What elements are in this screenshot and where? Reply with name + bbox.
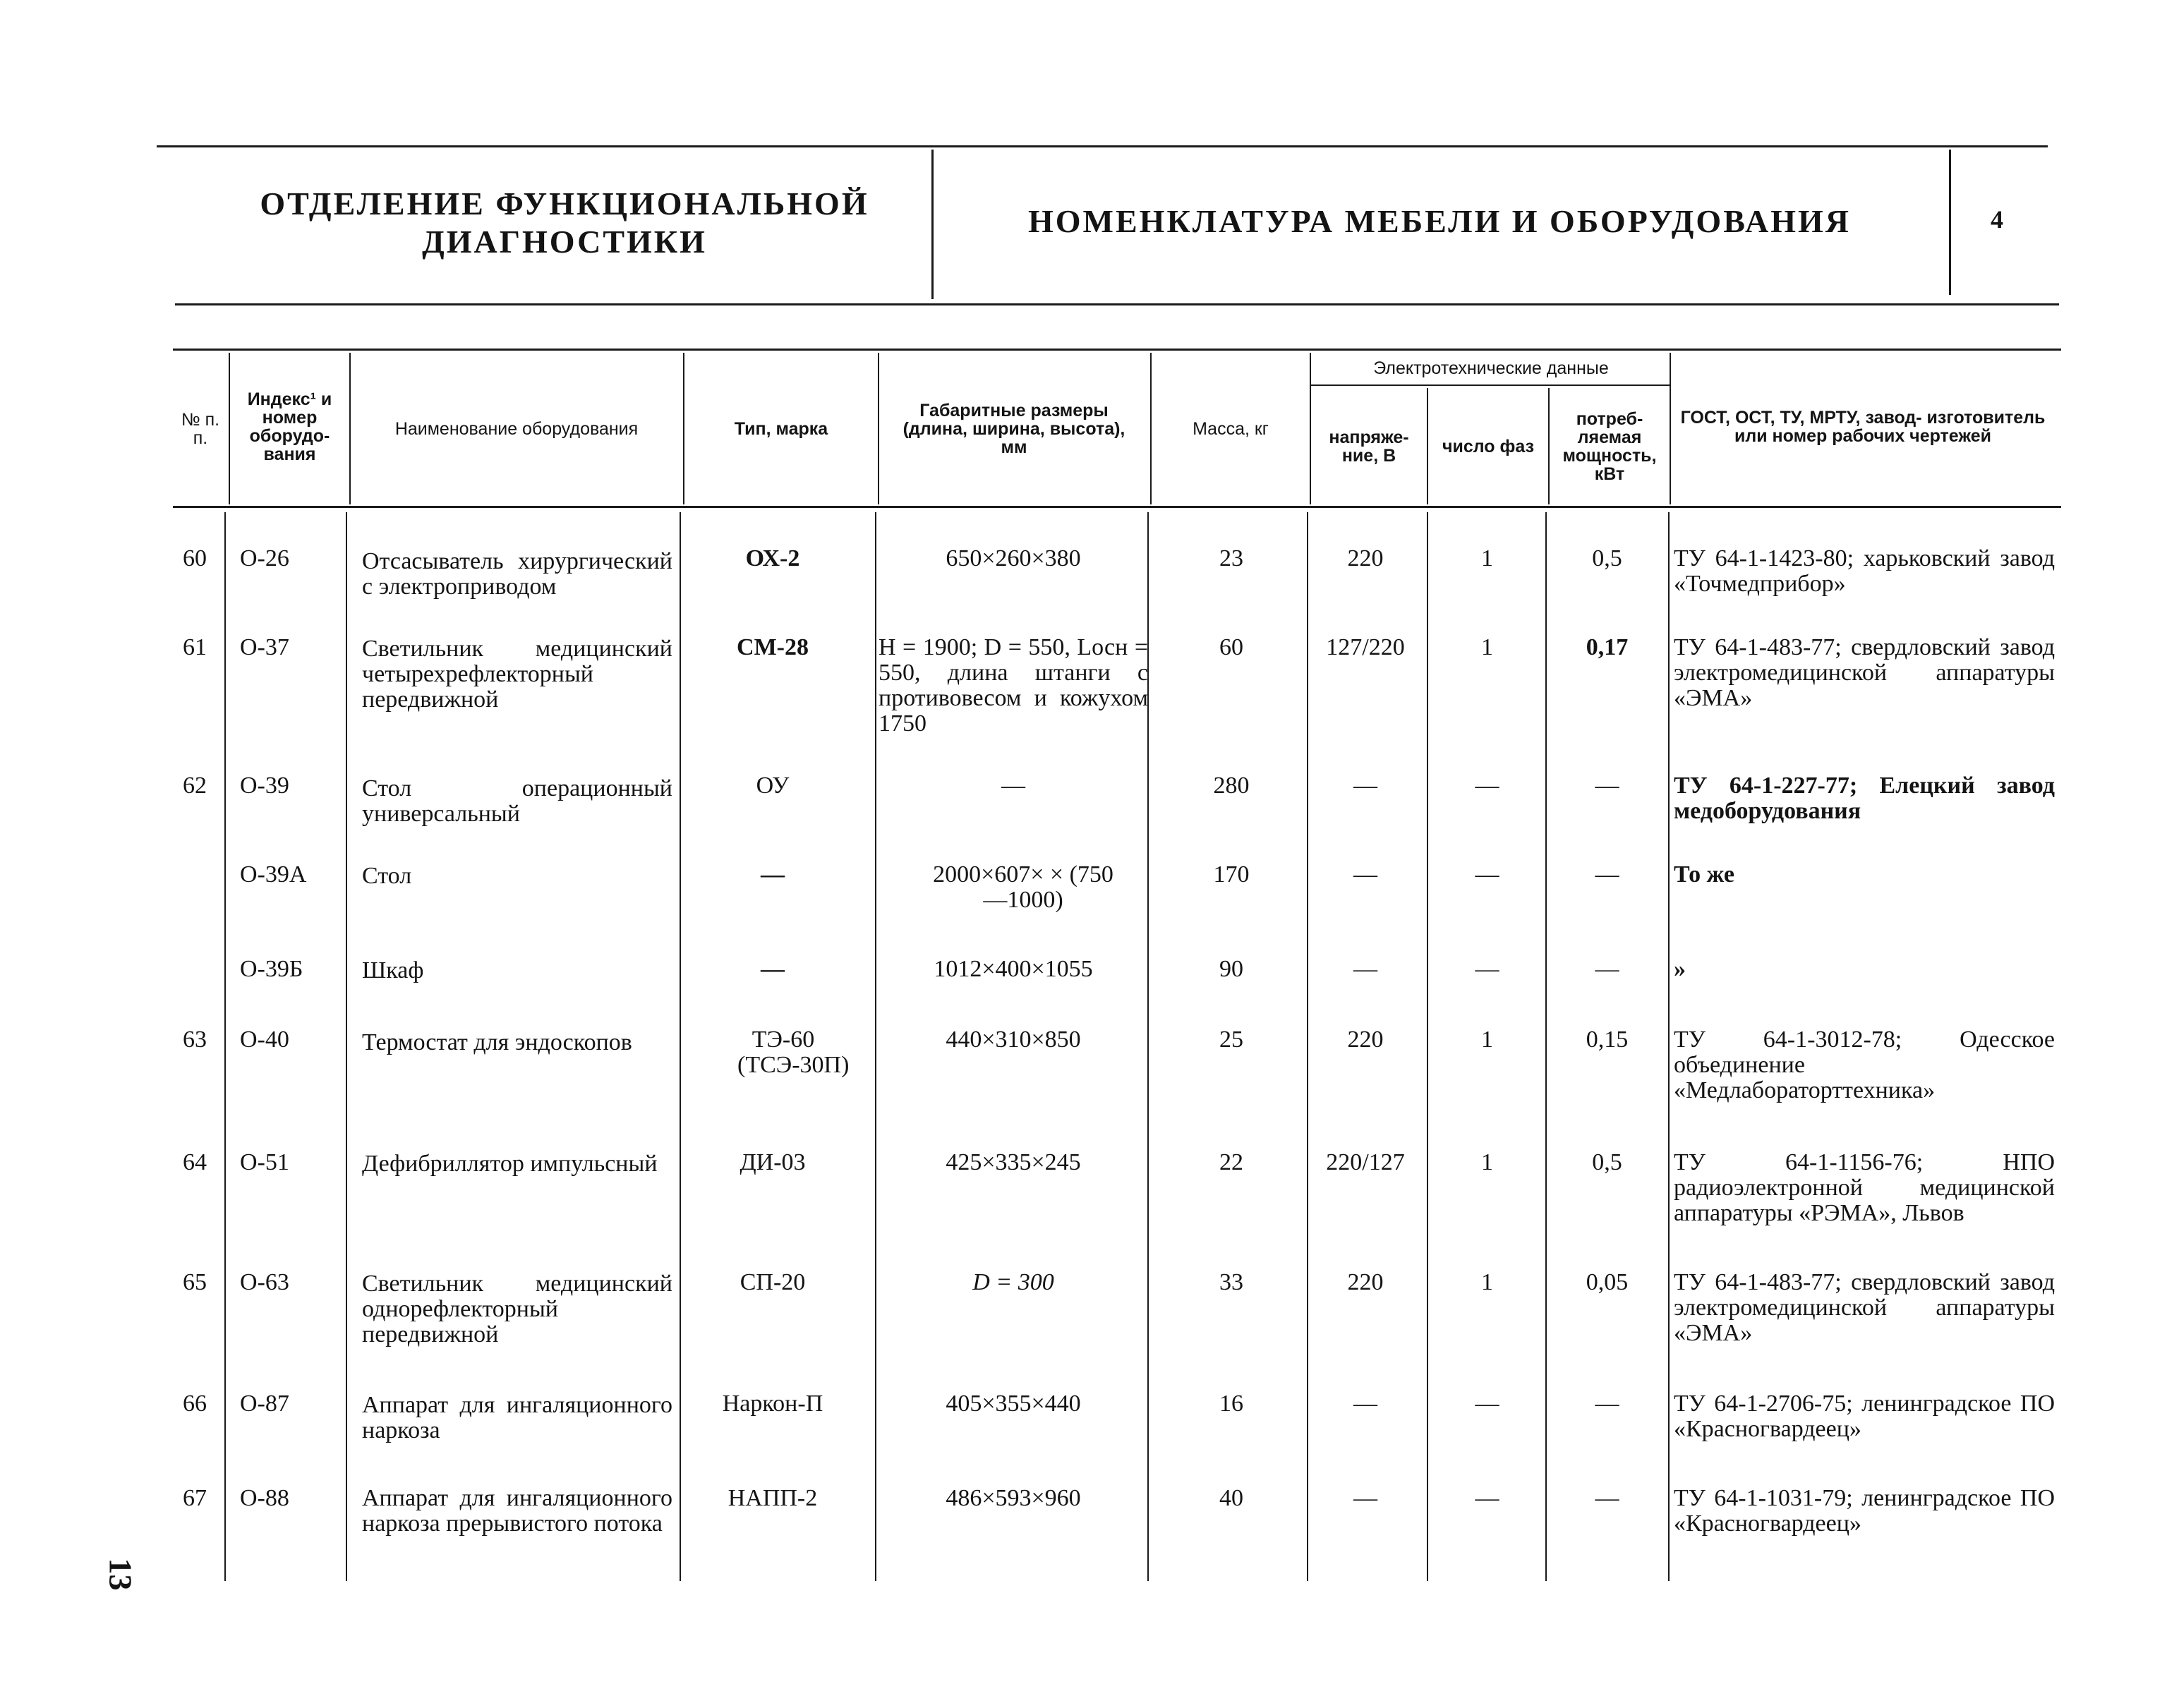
row-mass: 60	[1219, 634, 1243, 660]
col-header-phases: число фаз	[1442, 436, 1535, 456]
page-number: 13	[102, 1558, 139, 1591]
row-phases: 1	[1481, 1149, 1493, 1175]
row-gost: ТУ 64-1-227-77; Елецкий завод медоборудования	[1674, 773, 2055, 824]
header-col-line	[1310, 353, 1311, 504]
row-index: О-39Б	[240, 956, 303, 982]
row-name: Шкаф	[362, 957, 424, 983]
col-header-no: № п. п.	[181, 409, 220, 448]
row-name: Светильник медицинский однорефлекторный передвижной	[362, 1271, 672, 1347]
row-no: 64	[183, 1149, 207, 1175]
row-mass: 170	[1213, 861, 1250, 888]
row-dimensions: D = 300	[972, 1269, 1054, 1295]
body-col-line	[1307, 512, 1308, 1581]
row-voltage: —	[1353, 1485, 1377, 1511]
table-header-bottom-rule	[173, 506, 2061, 508]
row-gost: ТУ 64-1-483-77; свердловский завод электромедицинской аппаратуры «ЭМА»	[1674, 1269, 2055, 1346]
row-gost: ТУ 64-1-483-77; свердловский завод электромедицинской аппаратуры «ЭМА»	[1674, 634, 2055, 711]
body-col-line	[1427, 512, 1428, 1581]
row-no: 63	[183, 1026, 207, 1053]
row-gost: »	[1674, 956, 1686, 982]
electrical-group-rule	[1311, 384, 1671, 386]
row-index: О-51	[240, 1149, 289, 1175]
row-name: Аппарат для ингаляционного наркоза прерывистого потока	[362, 1485, 672, 1537]
row-power: —	[1595, 1391, 1619, 1417]
row-no: 60	[183, 545, 207, 571]
row-mass: 16	[1219, 1391, 1243, 1417]
col-header-mass: Масса, кг	[1193, 418, 1269, 439]
row-name: Термостат для эндоскопов	[362, 1029, 632, 1055]
row-gost: ТУ 64-1-3012-78; Одесское объединение «Медлабораторттехника»	[1674, 1026, 2055, 1103]
row-index: О-39А	[240, 861, 307, 888]
row-type: ОХ-2	[745, 545, 800, 571]
sheet-number: 4	[1991, 205, 2003, 234]
row-power: 0,5	[1592, 1149, 1622, 1175]
row-type: ТЭ-60 (ТСЭ-30П)	[737, 1026, 850, 1078]
header-col-line	[683, 353, 684, 504]
row-index: О-37	[240, 634, 289, 660]
department-line-2: ДИАГНОСТИКИ	[422, 224, 707, 260]
col-header-gost: ГОСТ, ОСТ, ТУ, МРТУ, завод- изготовитель или номер рабочих чертежей	[1680, 408, 2046, 446]
row-mass: 23	[1219, 545, 1243, 571]
row-power: 0,17	[1586, 634, 1629, 660]
row-gost: ТУ 64-1-1031-79; ленинградское ПО «Красногвардеец»	[1674, 1485, 2055, 1537]
col-header-index: Индекс¹ и номер оборудо- вания	[247, 389, 332, 464]
row-dimensions: 486×593×960	[946, 1485, 1081, 1511]
row-index: О-26	[240, 545, 289, 571]
row-name: Аппарат для ингаляционного наркоза	[362, 1392, 672, 1443]
row-no: 67	[183, 1485, 207, 1511]
body-col-line	[1668, 512, 1670, 1581]
row-no: 62	[183, 773, 207, 799]
row-power: —	[1595, 1485, 1619, 1511]
row-voltage: 127/220	[1326, 634, 1405, 660]
row-voltage: —	[1353, 861, 1377, 888]
row-index: О-87	[240, 1391, 289, 1417]
row-mass: 280	[1213, 773, 1250, 799]
row-voltage: —	[1353, 773, 1377, 799]
body-col-line	[875, 512, 876, 1581]
row-power: —	[1595, 773, 1619, 799]
row-power: —	[1595, 956, 1619, 982]
row-phases: —	[1475, 956, 1499, 982]
row-gost: ТУ 64-1-1156-76; НПО радиоэлектронной медицинской аппаратуры «РЭМА», Львов	[1674, 1149, 2055, 1226]
col-header-electrical-group: Электротехнические данные	[1373, 358, 1609, 378]
row-voltage: 220	[1347, 1026, 1384, 1053]
top-rule	[157, 145, 2048, 147]
row-voltage: —	[1353, 956, 1377, 982]
row-power: 0,5	[1592, 545, 1622, 571]
row-index: О-63	[240, 1269, 289, 1295]
row-index: О-40	[240, 1026, 289, 1053]
row-gost: То же	[1674, 861, 1734, 888]
row-voltage: 220/127	[1326, 1149, 1405, 1175]
row-phases: 1	[1481, 1026, 1493, 1053]
row-name: Светильник медицинский четырехрефлекторный передвижной	[362, 636, 672, 713]
row-type: НАПП-2	[728, 1485, 818, 1511]
row-mass: 33	[1219, 1269, 1243, 1295]
row-phases: 1	[1481, 545, 1493, 571]
row-mass: 25	[1219, 1026, 1243, 1053]
row-mass: 90	[1219, 956, 1243, 982]
row-dimensions: H = 1900; D = 550, Lосн = 550, длина штанги с противовесом и кожухом 1750	[879, 634, 1148, 737]
row-power: 0,15	[1586, 1026, 1629, 1053]
row-voltage: 220	[1347, 1269, 1384, 1295]
row-phases: 1	[1481, 634, 1493, 660]
row-gost: ТУ 64-1-1423-80; харьковский завод «Точмедприбор»	[1674, 545, 2055, 597]
header-col-line	[1548, 388, 1550, 504]
department-line-1: ОТДЕЛЕНИЕ ФУНКЦИОНАЛЬНОЙ	[260, 186, 869, 222]
row-phases: 1	[1481, 1269, 1493, 1295]
header-col-line	[229, 353, 230, 504]
row-no: 61	[183, 634, 207, 660]
row-name: Стол	[362, 863, 412, 889]
row-phases: —	[1475, 1391, 1499, 1417]
body-col-line	[1545, 512, 1547, 1581]
row-dimensions: 1012×400×1055	[934, 956, 1093, 982]
row-index: О-88	[240, 1485, 289, 1511]
row-type: ДИ-03	[740, 1149, 806, 1175]
row-no: 66	[183, 1391, 207, 1417]
row-mass: 22	[1219, 1149, 1243, 1175]
row-gost: ТУ 64-1-2706-75; ленинградское ПО «Красногвардеец»	[1674, 1391, 2055, 1442]
row-type: ОУ	[756, 773, 790, 799]
row-phases: —	[1475, 1485, 1499, 1511]
row-dimensions: 440×310×850	[946, 1026, 1081, 1053]
body-col-line	[680, 512, 681, 1581]
header-col-line	[1670, 353, 1671, 504]
row-power: —	[1595, 861, 1619, 888]
row-name: Стол операционный универсальный	[362, 775, 672, 827]
row-type: —	[761, 861, 785, 888]
row-type: СМ-28	[737, 634, 809, 660]
row-power: 0,05	[1586, 1269, 1629, 1295]
row-name: Дефибриллятор импульсный	[362, 1151, 658, 1177]
row-name: Отсасыватель хирургический с электроприводом	[362, 548, 672, 600]
document-title: НОМЕНКЛАТУРА МЕБЕЛИ И ОБОРУДОВАНИЯ	[1028, 203, 1851, 239]
row-voltage: 220	[1347, 545, 1384, 571]
col-header-power: потреб- ляемая мощность, кВт	[1562, 408, 1657, 484]
row-type: —	[761, 956, 785, 982]
row-phases: —	[1475, 773, 1499, 799]
department-title	[212, 185, 917, 261]
row-type: Наркон-П	[722, 1391, 823, 1417]
header-col-line	[1150, 353, 1152, 504]
row-dimensions: —	[1001, 773, 1025, 799]
col-header-dimensions: Габаритные размеры (длина, ширина, высота), мм	[903, 400, 1125, 457]
header-col-line	[349, 353, 351, 504]
title-bottom-rule	[175, 303, 2059, 305]
row-phases: —	[1475, 861, 1499, 888]
header-col-line	[1427, 388, 1428, 504]
row-dimensions: 2000×607× × (750—1000)	[933, 861, 1113, 913]
row-index: О-39	[240, 773, 289, 799]
row-dimensions: 425×335×245	[946, 1149, 1081, 1175]
col-header-name: Наименование оборудования	[394, 418, 639, 439]
row-voltage: —	[1353, 1391, 1377, 1417]
header-col-line	[878, 353, 879, 504]
row-type: СП-20	[740, 1269, 806, 1295]
body-col-line	[224, 512, 226, 1581]
body-col-line	[346, 512, 347, 1581]
col-header-voltage: напряже- ние, В	[1329, 427, 1409, 466]
table-top-rule	[173, 349, 2061, 351]
row-dimensions: 650×260×380	[946, 545, 1081, 571]
row-no: 65	[183, 1269, 207, 1295]
row-mass: 40	[1219, 1485, 1243, 1511]
title-divider-2	[1949, 150, 1951, 295]
col-header-type: Тип, марка	[734, 418, 828, 439]
row-dimensions: 405×355×440	[946, 1391, 1081, 1417]
